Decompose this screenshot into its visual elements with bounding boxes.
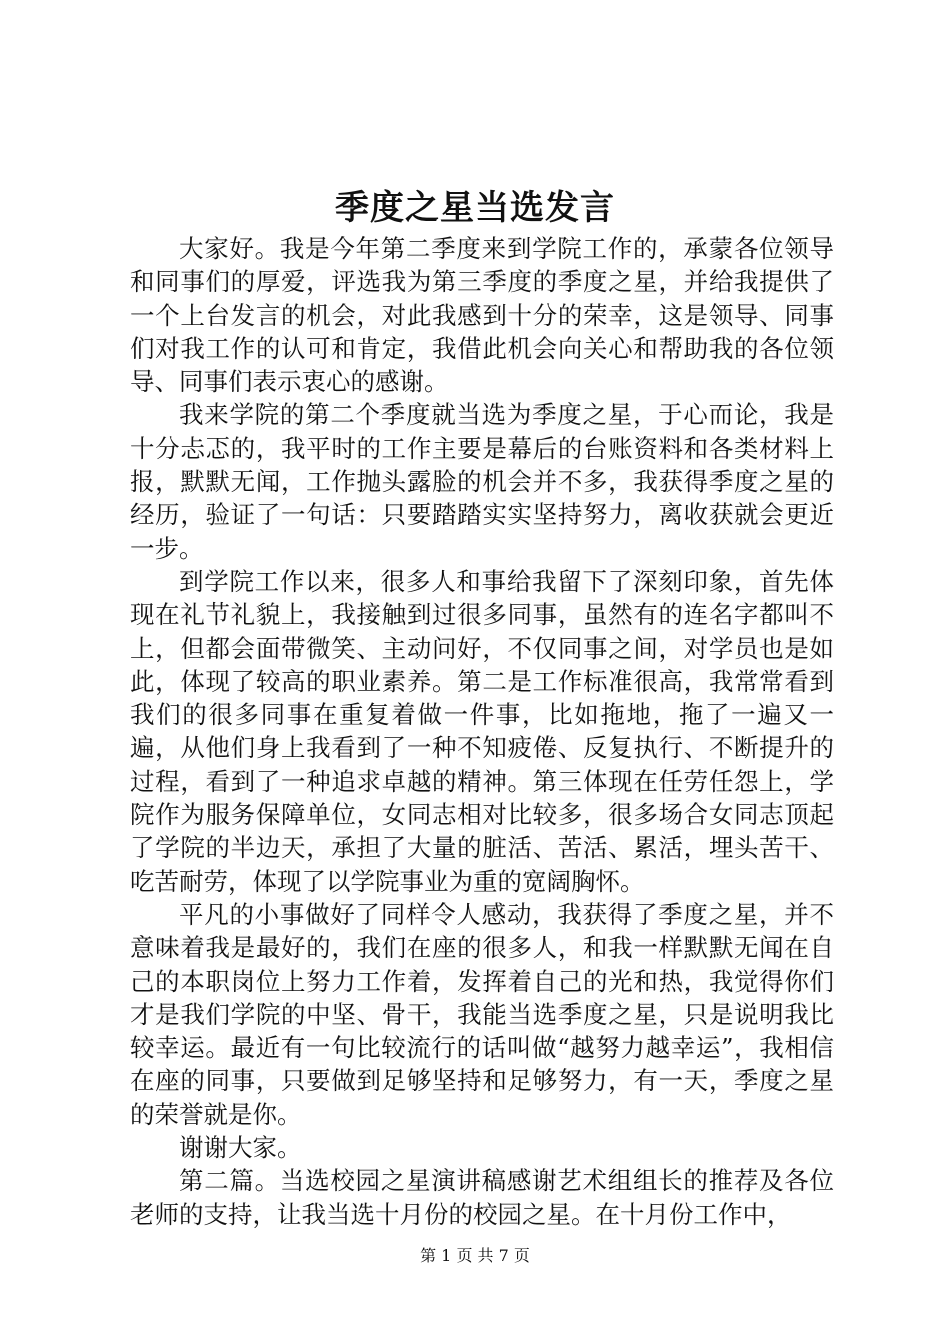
paragraph: 大家好。我是今年第二季度来到学院工作的，承蒙各位领导和同事们的厚爱，评选我为第三季度的季度之星，并给我提供了一个上台发言的机会，对此我感到十分的荣幸，这是领导、同事们对我工作的认可和肯定，我借此机会向关心和帮助我的各位领导、同事们表示衷心的感谢。 [130,234,834,397]
paragraph: 平凡的小事做好了同样令人感动，我获得了季度之星，并不意味着我是最好的，我们在座的很多人，和我一样默默无闻在自己的本职岗位上努力工作着，发挥着自己的光和热，我觉得你们才是我们学院的中坚、骨干，我能当选季度之星，只是说明我比较幸运。最近有一句比较流行的话叫做“越努力越幸运”，我相信在座的同事，只要做到足够坚持和足够努力，有一天，季度之星的荣誉就是你。 [130,899,834,1129]
paragraph: 第二篇。当选校园之星演讲稿感谢艺术组组长的推荐及各位老师的支持，让我当选十月份的校园之星。在十月份工作中， [130,1166,834,1229]
paragraph: 谢谢大家。 [179,1133,302,1163]
document-title: 季度之星当选发言 [335,188,615,228]
page-footer: 第 1 页 共 7 页 [420,1246,530,1265]
paragraph: 到学院工作以来，很多人和事给我留下了深刻印象，首先体现在礼节礼貌上，我接触到过很多同事，虽然有的连名字都叫不上，但都会面带微笑、主动问好，不仅同事之间，对学员也是如此，体现了较高的职业素养。第二是工作标准很高，我常常看到我们的很多同事在重复着做一件事，比如拖地，拖了一遍又一遍，从他们身上我看到了一种不知疲倦、反复执行、不断提升的过程，看到了一种追求卓越的精神。第三体现在任劳任怨上，学院作为服务保障单位，女同志相对比较多，很多场合女同志顶起了学院的半边天，承担了大量的脏活、苦活、累活，埋头苦干、吃苦耐劳，体现了以学院事业为重的宽阔胸怀。 [130,566,834,896]
paragraph: 我来学院的第二个季度就当选为季度之星，于心而论，我是十分忐忑的，我平时的工作主要是幕后的台账资料和各类材料上报，默默无闻，工作抛头露脸的机会并不多，我获得季度之星的经历，验证了一句话：只要踏踏实实坚持努力，离收获就会更近一步。 [130,400,834,563]
document-body [130,232,834,1231]
